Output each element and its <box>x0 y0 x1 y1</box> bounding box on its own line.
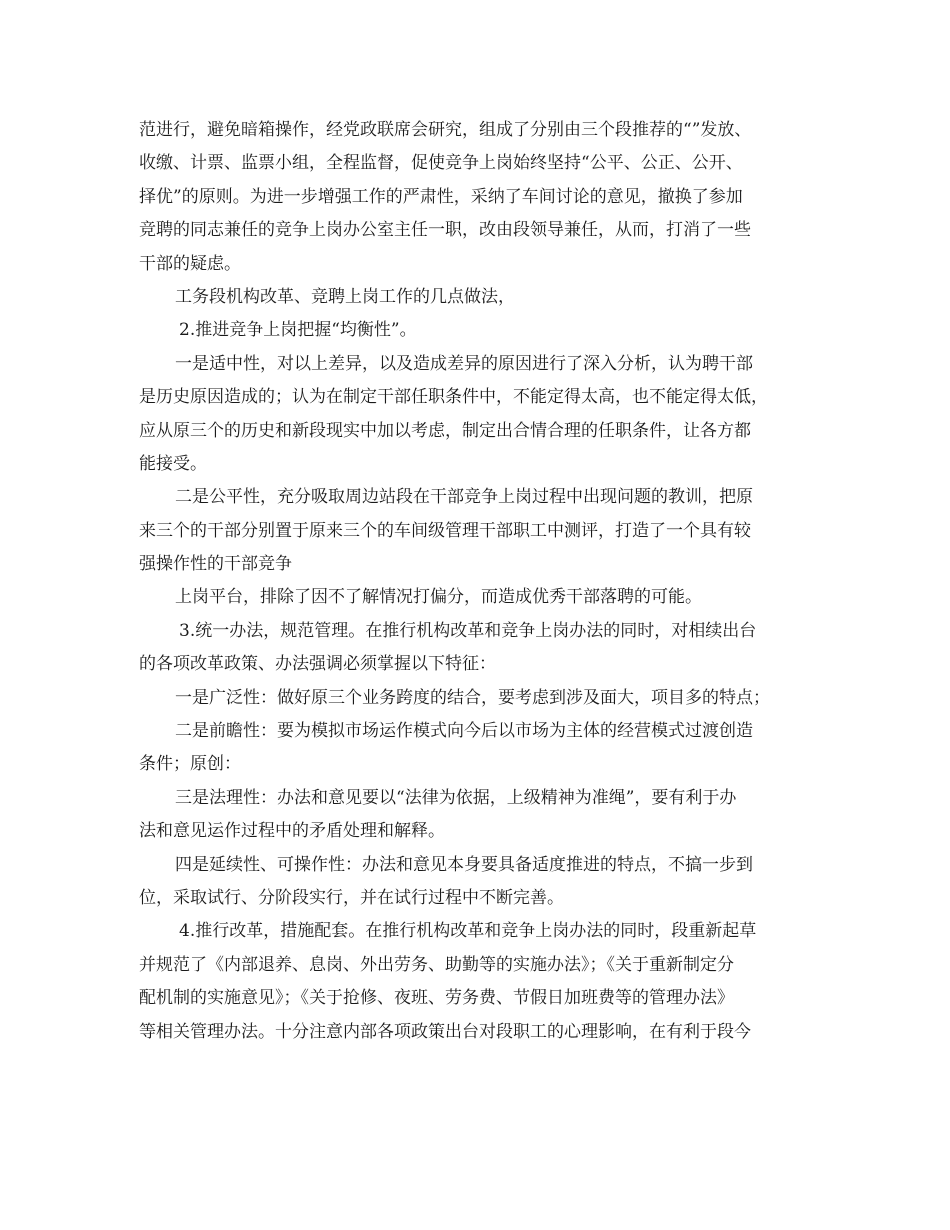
paragraph-line: 二是前瞻性：要为模拟市场运作模式向今后以市场为主体的经营模式过渡创造 <box>175 721 753 742</box>
paragraph-line: 四是延续性、可操作性：办法和意见本身要具备适度推进的特点，不搞一步到 <box>175 854 753 875</box>
paragraph-line: 应从原三个的历史和新段现实中加以考虑，制定出合情合理的任职条件，让各方都 <box>139 420 751 441</box>
paragraph-line: 工务段机构改革、竞聘上岗工作的几点做法， <box>175 286 515 307</box>
paragraph-line: 强操作性的干部竞争 <box>139 554 292 575</box>
paragraph-line: 并规范了《内部退养、息岗、外出劳务、助勤等的实施办法》；《关于重新制定分 <box>139 954 734 975</box>
section-heading: 4.推行改革，措施配套。在推行机构改革和竞争上岗办法的同时，段重新起草 <box>179 921 757 942</box>
paragraph-line: 等相关管理办法。十分注意内部各项政策出台对段职工的心理影响，在有利于段今 <box>139 1021 751 1042</box>
paragraph-line: 配机制的实施意见》；《关于抢修、夜班、劳务费、节假日加班费等的管理办法》 <box>139 988 734 1009</box>
paragraph-line: 法和意见运作过程中的矛盾处理和解释。 <box>139 821 445 842</box>
paragraph-line: 范进行，避免暗箱操作，经党政联席会研究，组成了分别由三个段推荐的“”发放、 <box>139 120 752 140</box>
paragraph-line: 二是公平性，充分吸取周边站段在干部竞争上岗过程中出现问题的教训，把原 <box>175 487 753 508</box>
section-heading: 2.推进竞争上岗把握“均衡性”。 <box>179 320 417 341</box>
paragraph-line: 干部的疑虑。 <box>139 253 241 274</box>
paragraph-line: 一是广泛性：做好原三个业务跨度的结合，要考虑到涉及面大，项目多的特点； <box>175 687 770 708</box>
paragraph-line: 一是适中性，对以上差异，以及造成差异的原因进行了深入分析，认为聘干部 <box>175 353 753 374</box>
document-body <box>139 114 819 1049</box>
paragraph-line: 是历史原因造成的；认为在制定干部任职条件中，不能定得太高，也不能定得太低， <box>139 387 768 408</box>
paragraph-line: 择优”的原则。为进一步增强工作的严肃性，采纳了车间讨论的意见，撤换了参加 <box>139 186 743 207</box>
paragraph-line: 来三个的干部分别置于原来三个的车间级管理干部职工中测评，打造了一个具有较 <box>139 520 751 541</box>
paragraph-line: 竞聘的同志兼任的竞争上岗办公室主任一职，改由段领导兼任，从而，打消了一些 <box>139 220 751 241</box>
paragraph-line: 的各项改革政策、办法强调必须掌握以下特征： <box>139 654 496 675</box>
paragraph-line: 能接受。 <box>139 453 207 474</box>
paragraph-line: 位，采取试行、分阶段实行，并在试行过程中不断完善。 <box>139 887 564 908</box>
paragraph-line: 三是法理性：办法和意见要以“法律为依据，上级精神为准绳”，要有利于办 <box>175 787 737 808</box>
section-heading: 3.统一办法，规范管理。在推行机构改革和竞争上岗办法的同时，对相续出台 <box>179 620 757 641</box>
paragraph-line: 条件；原创： <box>139 754 241 775</box>
paragraph-line: 上岗平台，排除了因不了解情况打偏分，而造成优秀干部落聘的可能。 <box>175 587 702 608</box>
paragraph-line: 收缴、计票、监票小组，全程监督，促使竞争上岗始终坚持“公平、公正、公开、 <box>139 153 743 174</box>
